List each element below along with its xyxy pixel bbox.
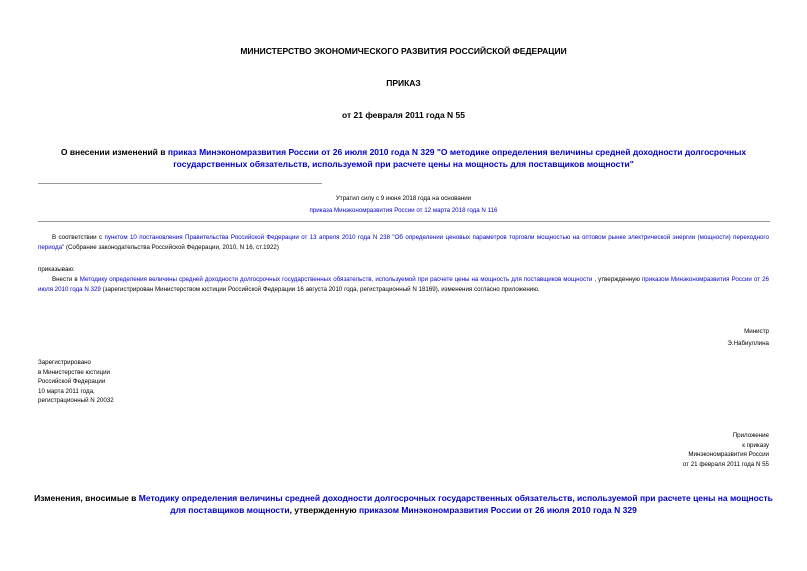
preamble-prefix: В соответствии с bbox=[52, 234, 105, 241]
registration-line: 10 марта 2011 года, bbox=[38, 387, 95, 395]
preamble-paragraph bbox=[38, 233, 769, 252]
order-prefix: Внести в bbox=[52, 276, 80, 283]
signature-block bbox=[727, 327, 769, 348]
order-mid: , утвержденную bbox=[592, 276, 642, 283]
changes-mid: , утвержденную bbox=[289, 505, 359, 515]
status-divider bbox=[38, 221, 770, 222]
status-repeal-link[interactable]: приказа Минэкономразвития России от 12 марта 2018 года N 116 bbox=[309, 206, 498, 214]
changes-title bbox=[30, 492, 777, 516]
document-title bbox=[40, 146, 767, 170]
registration-block bbox=[38, 358, 114, 406]
order-paragraph bbox=[38, 275, 769, 294]
changes-methodology-link[interactable]: Методику определения величины средней доходности долгосрочных государственных обязательств, используемой при расчете цены на мощность для поставщиков мощности bbox=[138, 493, 773, 515]
appendix-line: Приложение bbox=[732, 432, 769, 439]
ministry-heading: МИНИСТЕРСТВО ЭКОНОМИЧЕСКОГО РАЗВИТИЯ РОССИЙСКОЙ ФЕДЕРАЦИИ bbox=[240, 46, 567, 56]
order-329-link[interactable]: приказом Минэкономразвития России от 26 июля 2010 года N 329 bbox=[38, 276, 769, 293]
title-order-link[interactable]: приказ Минэкономразвития России от 26 июля 2010 года N 329 "О методике определения величины средней доходности долгосрочных государственных обязательств, используемой при расчете цены на мощность для поставщиков мощности" bbox=[167, 147, 747, 169]
changes-order-link[interactable]: приказом Минэкономразвития России от 26 июля 2010 года N 329 bbox=[358, 505, 637, 515]
government-decree-link[interactable]: пунктом 10 постановления Правительства Российской Федерации от 13 апреля 2010 года N 238 "Об определении ценовых параметров торговли мощностью на оптовом рынке электрической энергии (мощности) переходного периода" bbox=[38, 234, 769, 251]
status-note bbox=[0, 194, 807, 215]
registration-line: регистрационный N 20032 bbox=[38, 397, 114, 405]
appendix-line: от 21 февраля 2011 года N 55 bbox=[682, 460, 769, 468]
doc-date-number: от 21 февраля 2011 года N 55 bbox=[342, 110, 465, 120]
registration-line: Зарегистрировано bbox=[38, 359, 91, 366]
preamble-source: (Собрание законодательства Российской Федерации, 2010, N 16, ст.1922) bbox=[64, 243, 279, 251]
status-line: Утратил силу с 9 июня 2018 года на основании bbox=[335, 195, 472, 202]
order-suffix: (зарегистрирован Министерством юстиции Российской Федерации 16 августа 2010 года, регистрационный N 18169), изменения согласно приложению. bbox=[100, 285, 540, 293]
appendix-line: к приказу bbox=[742, 441, 769, 449]
order-word: приказываю: bbox=[38, 266, 75, 273]
registration-line: в Министерстве юстиции bbox=[38, 368, 111, 376]
doc-type-heading: ПРИКАЗ bbox=[386, 78, 421, 88]
signature-position: Министр bbox=[744, 328, 769, 335]
changes-prefix: Изменения, вносимые в bbox=[34, 493, 139, 503]
registration-line: Российской Федерации bbox=[38, 378, 106, 386]
signature-name: Э.Набиуллина bbox=[727, 339, 769, 347]
title-divider bbox=[38, 183, 322, 184]
title-prefix: О внесении изменений в bbox=[60, 147, 168, 157]
appendix-block bbox=[683, 431, 769, 469]
appendix-line: Минэкономразвития России bbox=[688, 451, 769, 459]
methodology-link[interactable]: Методику определения величины средней доходности долгосрочных государственных обязательств, используемой при расчете цены на мощность для поставщиков мощности bbox=[79, 276, 593, 283]
